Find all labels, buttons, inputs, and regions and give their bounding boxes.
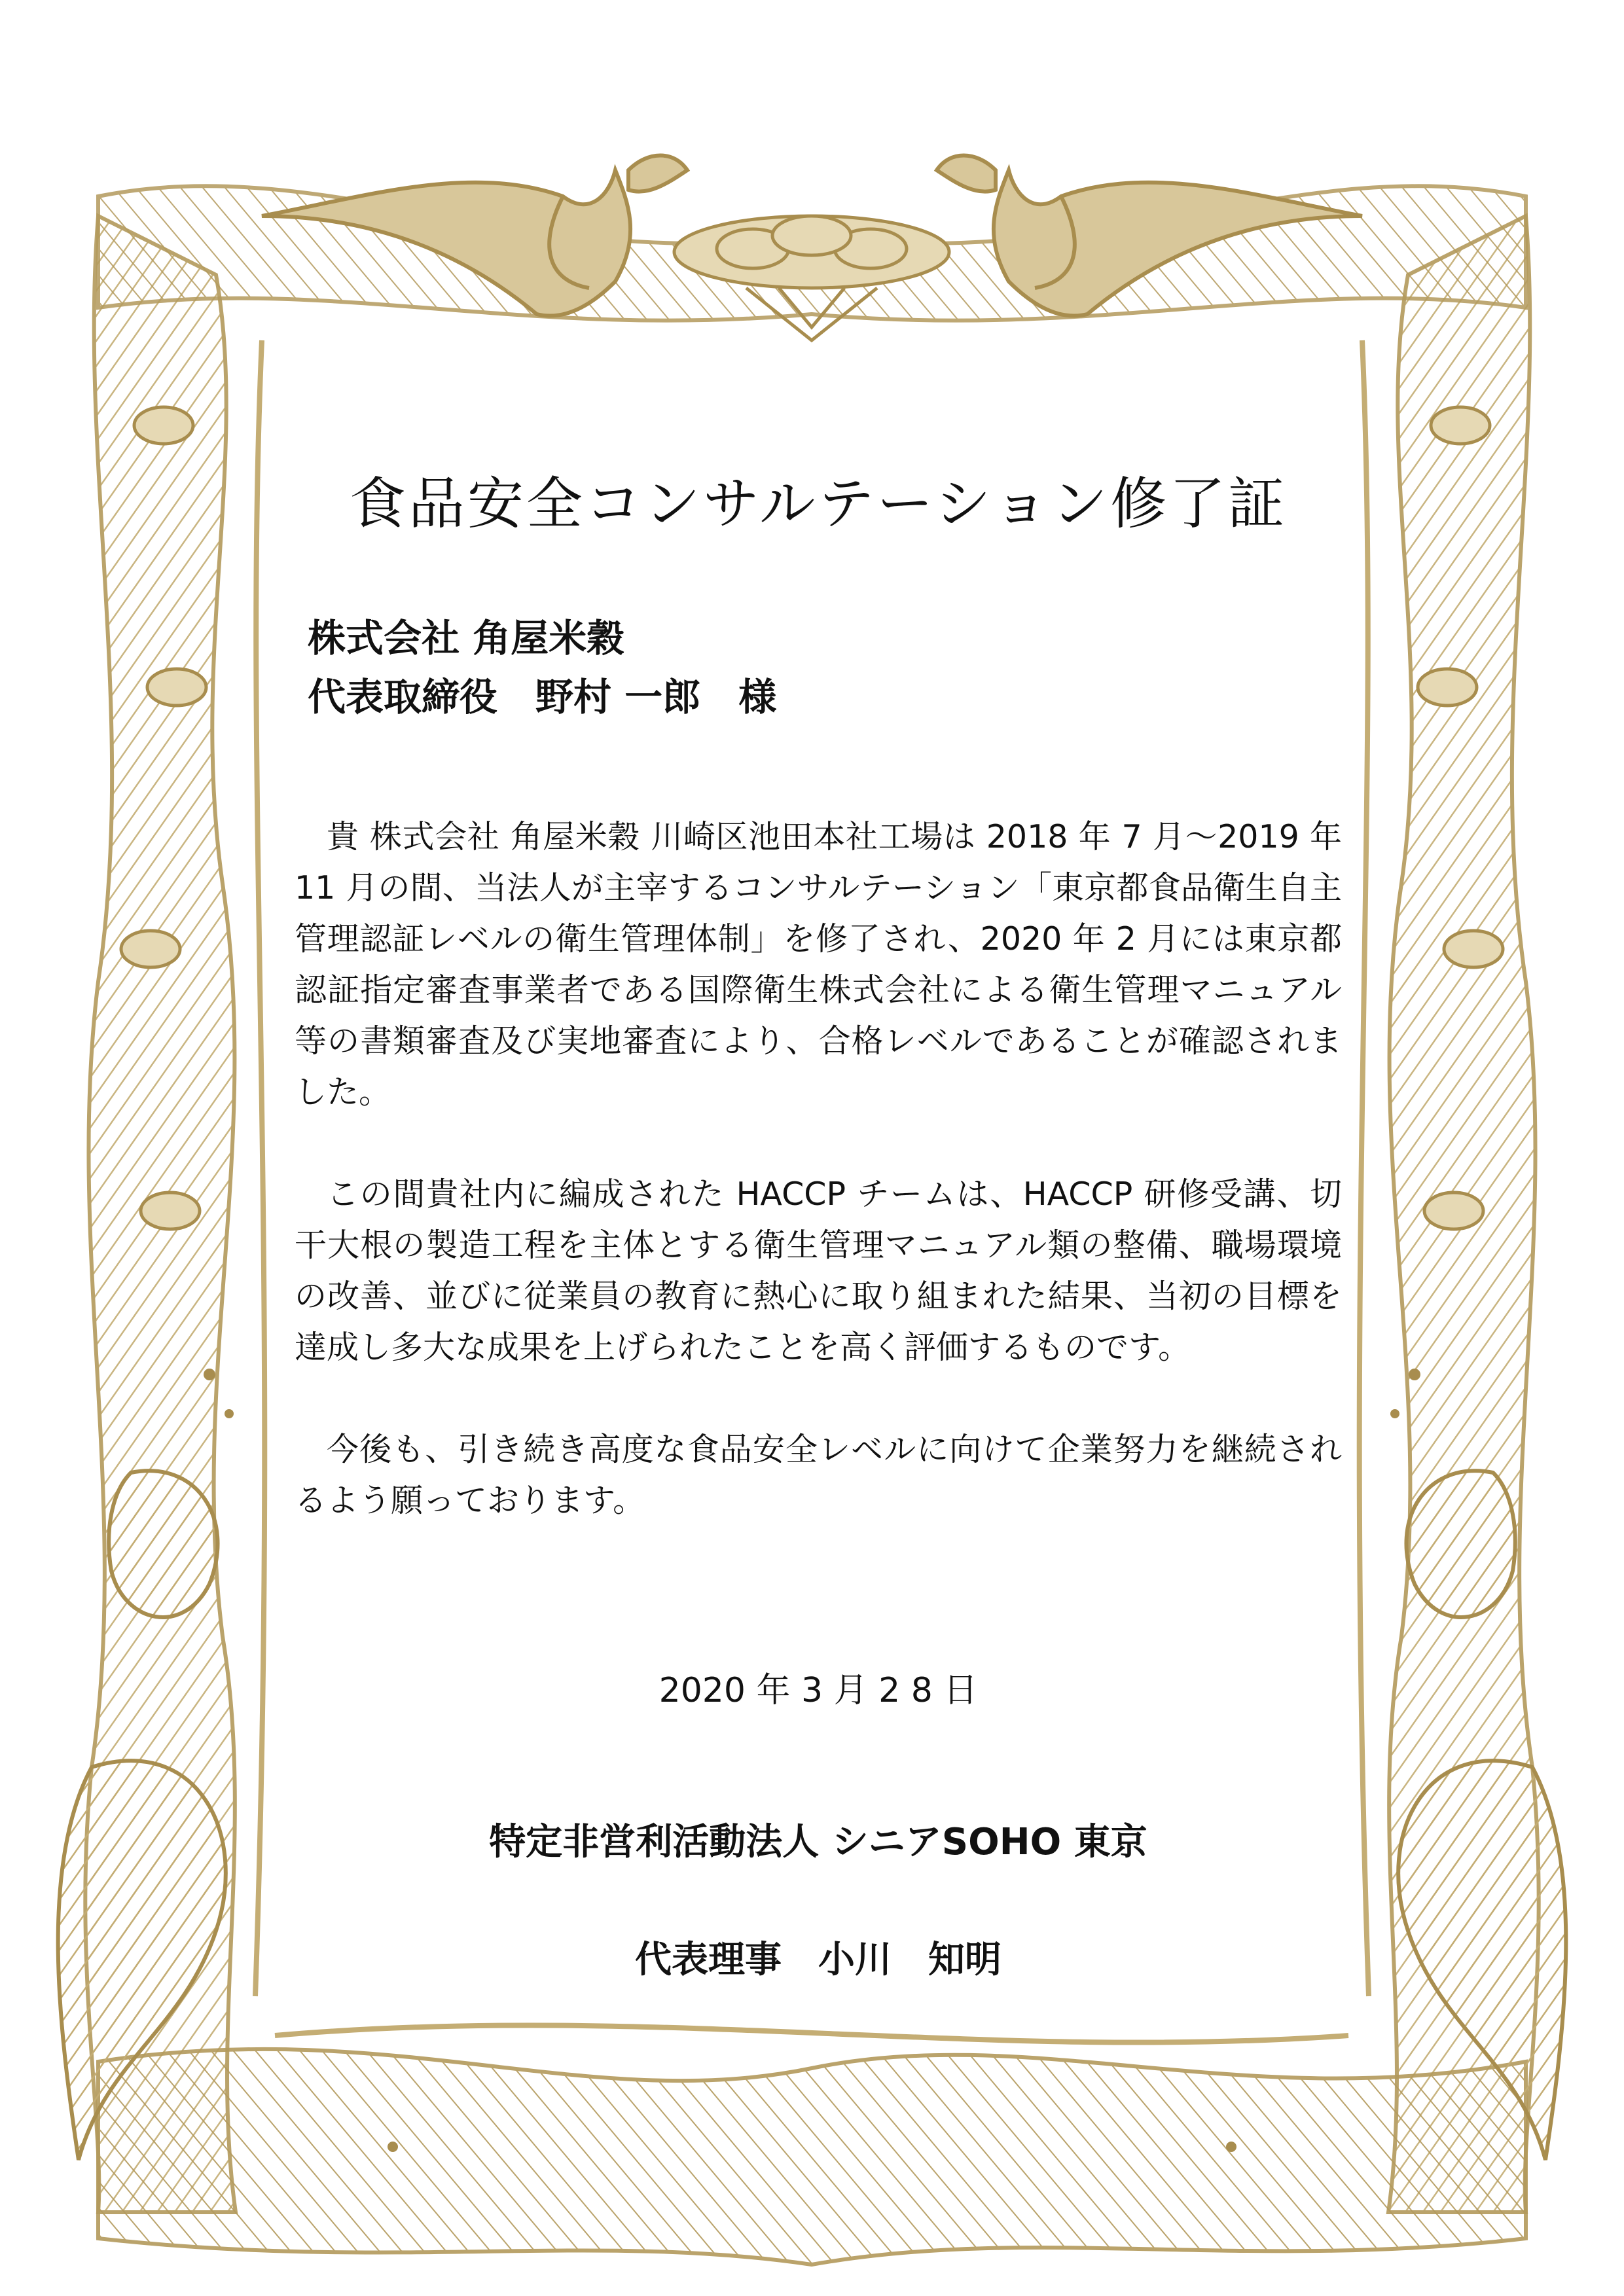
body-paragraph: 今後も、引き続き高度な食品安全レベルに向けて企業努力を継続されるよう願っております。 <box>295 1431 1342 1519</box>
certificate-body <box>295 812 1342 1577</box>
issuer-organization: 特定非営利活動法人 シニアSOHO 東京 <box>489 1821 1147 1863</box>
recipient-person: 代表取締役 野村 一郎 様 <box>308 675 777 719</box>
body-paragraph: この間貴社内に編成された HACCP チームは、HACCP 研修受講、切干大根の製造工程を主体とする衛生管理マニュアル類の整備、職場環境の改善、並びに従業員の教育に熱心に取り組まれた結果、当初の目標を達成し多大な成果を上げられたことを高く評価するものです。 <box>295 1175 1342 1366</box>
issue-date: 2020 年 3 月 2 8 日 <box>659 1671 978 1710</box>
recipient-block <box>308 609 1290 726</box>
recipient-company: 株式会社 角屋米穀 <box>308 616 625 660</box>
certificate-title: 食品安全コンサルテーション修了証 <box>349 471 1288 537</box>
issuer-representative: 代表理事 小川 知明 <box>635 1939 1001 1981</box>
body-paragraph: 貴 株式会社 角屋米穀 川崎区池田本社工場は 2018 年 7 月～2019 年 11 月の間、当法人が主宰するコンサルテーション「東京都食品衛生自主管理認証レベルの衛生管理体制」を修了され、2020 年 2 月には東京都認証指定審査事業者である国際衛生株式会社による衛生管理マニュアル等の書類審査及び実地審査により、合格レベルであることが確認されました。 <box>295 818 1342 1111</box>
